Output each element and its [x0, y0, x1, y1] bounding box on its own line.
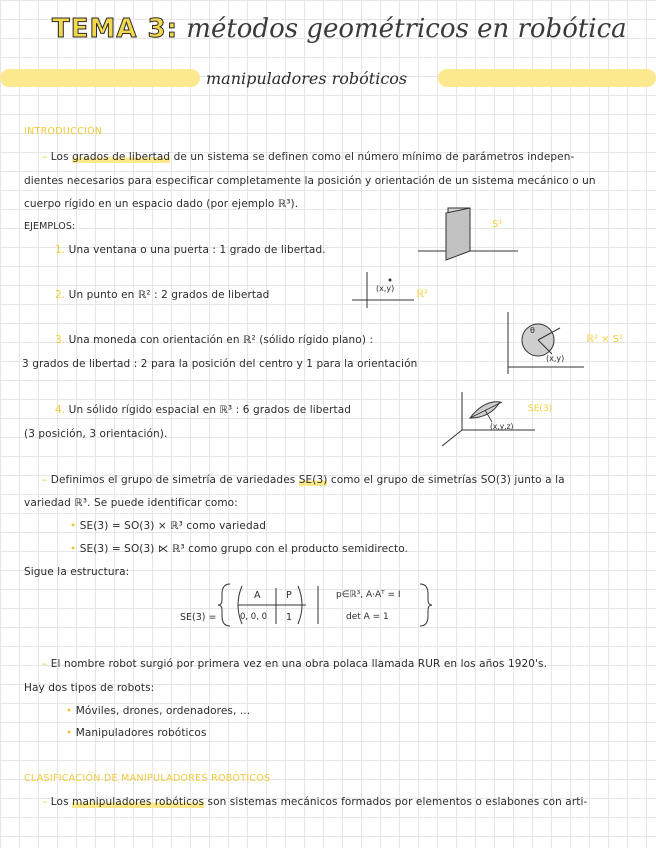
example-4-detail: (3 posición, 3 orientación).	[24, 428, 168, 440]
page-title	[52, 14, 627, 44]
solid-figure	[440, 388, 540, 448]
se3-line-1: – Definimos el grupo de simetría de variedades SE(3) como el grupo de simetrías SO(3) junto a la	[42, 474, 565, 486]
matrix-a: A	[254, 590, 261, 601]
matrix-cond-2: det A = 1	[346, 612, 389, 622]
se3-item-2: • SE(3) = SO(3) ⋉ ℝ³ como grupo con el producto semidirecto.	[70, 543, 408, 555]
intro-line-2: dientes necesarios para especificar completamente la posición y orientación de un sistema mecánico o un	[24, 175, 596, 187]
classification-line-1: – Los manipuladores robóticos son sistemas mecánicos formados por elementos o eslabones con arti-	[42, 796, 588, 808]
label-s1: S¹	[492, 219, 503, 230]
intro-line-1: – Los grados de libertad de un sistema se definen como el número mínimo de parámetros indepen-	[42, 151, 575, 163]
example-4: 4. Un sólido rígido espacial en ℝ³ : 6 grados de libertad	[55, 404, 352, 416]
examples-title: EJEMPLOS:	[24, 221, 76, 232]
section-introduccion: INTRODUCCIÓN	[24, 126, 103, 137]
theta-label: θ	[530, 326, 535, 335]
intro-line-3: cuerpo rígido en un espacio dado (por ejemplo ℝ³).	[24, 198, 299, 210]
title-tema: TEMA 3:	[52, 14, 179, 44]
label-r2: ℝ²	[416, 289, 428, 300]
door-figure	[418, 205, 528, 265]
label-r2-s1: ℝ² × S¹	[586, 334, 624, 345]
point-coords: (x,y)	[376, 284, 395, 293]
subtitle-band-left	[0, 69, 200, 87]
robots-line-2: Hay dos tipos de robots:	[24, 682, 155, 694]
title-text: métodos geométricos en robótica	[186, 14, 627, 44]
term-manipuladores: manipuladores robóticos	[72, 796, 205, 808]
example-2: 2. Un punto en ℝ² : 2 grados de libertad	[55, 289, 270, 301]
robots-item-1: • Móviles, drones, ordenadores, ...	[66, 705, 251, 717]
matrix-cond-1: p∈ℝ³, A·Aᵀ = I	[336, 590, 401, 600]
example-3-detail: 3 grados de libertad : 2 para la posición del centro y 1 para la orientación	[22, 358, 418, 370]
robots-line-1: – El nombre robot surgió por primera vez en una obra polaca llamada RUR en los años 1920's.	[42, 658, 548, 670]
matrix-lhs: SE(3) =	[180, 612, 217, 623]
se3-item-1: • SE(3) = SO(3) × ℝ³ como variedad	[70, 520, 267, 532]
robots-item-2: • Manipuladores robóticos	[66, 727, 207, 739]
matrix-zeros: 0, 0, 0	[240, 612, 268, 622]
label-se3: SE(3)	[528, 404, 553, 414]
coin-figure	[500, 312, 590, 376]
solid-coords: (x,y,z)	[490, 422, 514, 431]
coin-coords: (x,y)	[546, 354, 565, 363]
example-3: 3. Una moneda con orientación en ℝ² (sólido rígido plano) :	[55, 334, 374, 346]
matrix-p: P	[286, 590, 292, 601]
dash-bullet: –	[42, 151, 51, 163]
structure-label: Sigue la estructura:	[24, 566, 130, 578]
subtitle-band-right	[438, 69, 656, 87]
se3-line-2: variedad ℝ³. Se puede identificar como:	[24, 497, 238, 509]
section-clasificacion: CLASIFICACIÓN DE MANIPULADORES ROBÓTICOS	[24, 773, 271, 784]
term-se3: SE(3)	[298, 474, 328, 486]
matrix-one: 1	[286, 612, 293, 623]
example-1: 1. Una ventana o una puerta : 1 grado de libertad.	[55, 244, 326, 256]
page-subtitle: manipuladores robóticos	[206, 69, 408, 88]
term-grados-libertad: grados de libertad	[72, 151, 171, 163]
